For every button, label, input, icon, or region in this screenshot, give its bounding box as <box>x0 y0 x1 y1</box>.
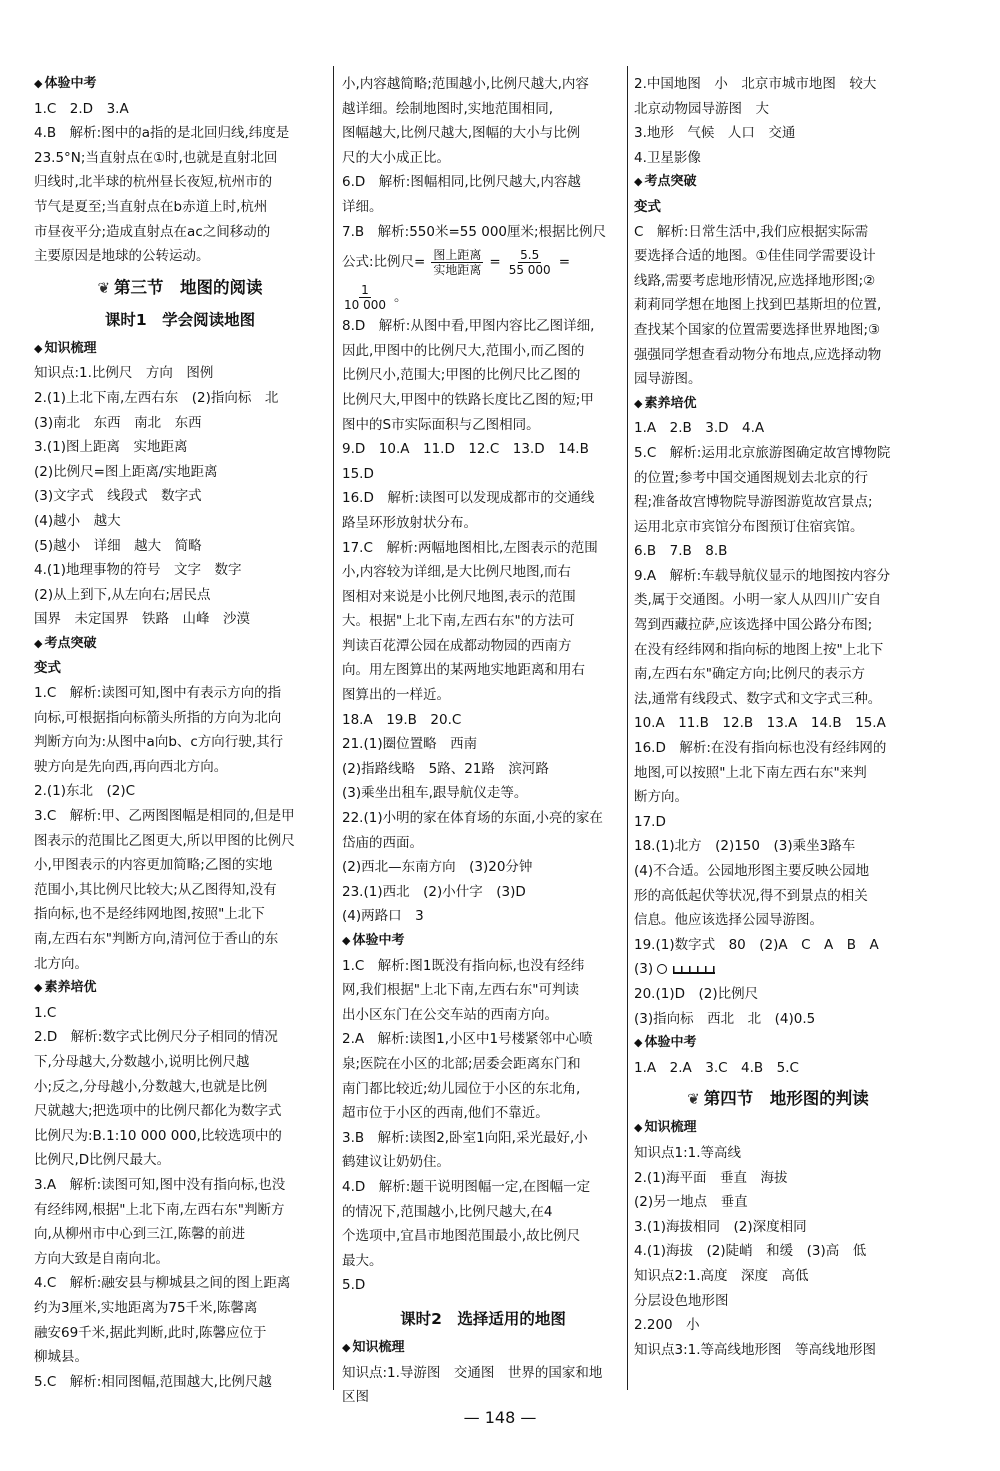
fraction: $\frac{\text{图上距离}}{\text{实地距离}}$ <box>433 247 482 277</box>
answer-line: (4)不合适。公园地形图主要反映公园地 <box>634 863 870 879</box>
section-head: ◆ 素养培优 <box>34 976 326 1001</box>
answer-line: (2)西北—东南方向 (3)20分钟 <box>342 859 533 876</box>
subhead: 变式 <box>634 198 661 215</box>
answer-line: 莉莉同学想在地图上找到巴基斯坦的位置, <box>634 297 882 314</box>
answer-line: 个选项中,宜昌市地图范围最小,故比例尺 <box>342 1228 581 1245</box>
answer-line: 知识点:1.比例尺 方向 图例 <box>34 365 214 382</box>
answer-line: 运用北京市宾馆分布图预订住宿宾馆。 <box>634 518 864 535</box>
answer-line: 3.A 解析:读图可知,图中没有指向标,也没 <box>34 1176 286 1193</box>
column-divider-2 <box>627 66 628 1390</box>
answer-line: 南,左西右东"判断方向,清河位于香山的东 <box>34 931 279 947</box>
answer-line: 岱庙的西面。 <box>342 834 423 851</box>
answer-line: 详细。 <box>342 198 383 215</box>
answer-line: 有经纬网,根据"上北下南,左西右东"判断方 <box>34 1201 285 1218</box>
subhead: 变式 <box>34 660 61 677</box>
answer-line: 3.(1)海拔相同 (2)深度相同 <box>634 1218 807 1235</box>
answer-line: 在没有经纬网和指向标的地图上按"上北下 <box>634 641 884 658</box>
answer-line: (4)两路口 3 <box>342 908 424 925</box>
answer-line: 形的高低起伏等状况,得不到景点的相关 <box>634 887 868 904</box>
answer-line: 法,通常有线段式、数字式和文字式三种。 <box>634 690 882 707</box>
section-head: ◆ 体验中考 <box>634 1031 922 1056</box>
answer-line: 16.D 解析:读图可以发现成都市的交通线 <box>342 490 595 507</box>
answer-line: 比例尺,D比例尺最大。 <box>34 1152 171 1169</box>
section-title: ❦ 第四节 地形图的判读 <box>687 1089 869 1109</box>
answer-line: C 解析:日常生活中,我们应根据实际需 <box>634 223 869 240</box>
answer-line: 4.D 解析:题干说明图幅一定,在图幅一定 <box>342 1178 591 1195</box>
answer-line: 5.C 解析:运用北京旅游图确定故宫博物院 <box>634 444 891 461</box>
answer-line: 3.地形 气候 人口 交通 <box>634 125 796 142</box>
answer-line-scale: (3) <box>634 957 922 982</box>
answer-line: (2)指路线略 5路、21路 滨河路 <box>342 760 549 777</box>
answer-line: 9.A 解析:车载导航仪显示的地图按内容分 <box>634 567 891 584</box>
answer-line: 判读百花潭公园在成都动物园的西南方 <box>342 637 572 654</box>
answer-line: 4.C 解析:融安县与柳城县之间的图上距离 <box>34 1275 291 1292</box>
answer-line: 20.(1)D (2)比例尺 <box>634 985 759 1002</box>
answer-line: (2)比例尺=图上距离/实地距离 <box>34 463 218 480</box>
answer-line: 1.C 2.D 3.A <box>34 100 129 117</box>
answer-line: 南门都比较近;幼儿园位于小区的东北角, <box>342 1080 581 1097</box>
answer-line: 21.(1)圈位置略 西南 <box>342 736 478 753</box>
answer-line: 1.C 解析:图1既没有指向标,也没有经纬 <box>342 957 585 974</box>
answer-line: 比例尺小,范围大;甲图的比例尺比乙图的 <box>342 367 581 384</box>
answer-line: 范围小,其比例尺比较大;从乙图得知,没有 <box>34 881 277 898</box>
answer-line: 4.(1)海拔 (2)陡峭 和缓 (3)高 低 <box>634 1243 867 1260</box>
answer-line: 驾到西藏拉萨,应该选择中国公路分布图; <box>634 617 873 634</box>
answer-line: 区图 <box>342 1389 369 1406</box>
answer-line: 3.C 解析:甲、乙两图图幅是相同的,但是甲 <box>34 808 295 825</box>
answer-line: 大。根据"上北下南,左西右东"的方法可 <box>342 613 575 630</box>
answer-line: 节气是夏至;当直射点在b赤道上时,杭州 <box>34 198 268 215</box>
answer-line: 18.A 19.B 20.C <box>342 711 462 728</box>
answer-line: (2)从上到下,从左向右;居民点 <box>34 586 211 603</box>
column-1 <box>34 72 326 1394</box>
answer-line: 9.D 10.A 11.D 12.C 13.D 14.B <box>342 441 589 458</box>
answer-line: 的情况下,范围越小,比例尺越大,在4 <box>342 1203 553 1220</box>
answer-line: 归线时,北半球的杭州昼长夜短,杭州市的 <box>34 174 273 191</box>
answer-line: 15.D <box>342 465 374 482</box>
lesson-title: 课时1 学会阅读地图 <box>104 310 256 329</box>
answer-line: 信息。他应该选择公园导游图。 <box>634 912 823 929</box>
answer-line: 主要原因是地球的公转运动。 <box>34 248 210 265</box>
answer-line: 2.200 小 <box>634 1317 700 1334</box>
section-title: ❦ 第三节 地图的阅读 <box>97 277 263 297</box>
answer-line: 18.(1)北方 (2)150 (3)乘坐3路车 <box>634 838 856 855</box>
answer-line: 柳城县。 <box>34 1349 88 1366</box>
leaf-icon: ❦ <box>97 278 111 297</box>
section-head: ◆ 考点突破 <box>634 170 922 195</box>
answer-line: 8.D 解析:从图中看,甲图内容比乙图详细, <box>342 318 595 335</box>
answer-line: (2)另一地点 垂直 <box>634 1194 748 1211</box>
answer-line: 小,内容越简略;范围越小,比例尺越大,内容 <box>342 76 589 92</box>
answer-line: 网,我们根据"上北下南,左西右东"可判读 <box>342 982 580 999</box>
answer-line: 出小区东门在公交车站的西南方向。 <box>342 1006 558 1023</box>
fraction: $\frac{5.5}{55 000}$ <box>508 247 551 277</box>
answer-line: 超市位于小区的西南,他们不靠近。 <box>342 1105 549 1122</box>
scale-formula-result: $\frac{1}{10 000}$ 。 <box>344 282 408 312</box>
answer-line: 22.(1)小明的家在体育场的东面,小亮的家在 <box>342 810 603 827</box>
line-scale-icon <box>673 964 715 974</box>
answer-line: 向标,可根据指向标箭头所指的方向为北向 <box>34 709 282 726</box>
answer-line: 5.C 解析:相同图幅,范围越大,比例尺越 <box>34 1373 272 1390</box>
answer-line: 市昼夜平分;造成直射点在ac之间移动的 <box>34 223 271 240</box>
answer-line: 强强同学想查看动物分布地点,应选择动物 <box>634 346 882 363</box>
answer-line: 图相对来说是小比例尺地图,表示的范围 <box>342 588 576 605</box>
answer-line: 16.D 解析:在没有指向标也没有经纬网的 <box>634 740 887 757</box>
answer-line: (5)越小 详细 越大 简略 <box>34 537 202 554</box>
answer-line: (3)指向标 西北 北 (4)0.5 <box>634 1010 816 1027</box>
answer-line: 南,左西右东"确定方向;比例尺的表示方 <box>634 666 866 683</box>
answer-line: (3)南北 东西 南北 东西 <box>34 414 202 431</box>
answer-line: 方向大致是自南向北。 <box>34 1250 169 1267</box>
answer-line: 地图,可以按照"上北下南左西右东"来判 <box>634 764 867 781</box>
answer-line: 比例尺大,甲图中的铁路长度比乙图的短;甲 <box>342 391 594 408</box>
answer-line: 23.(1)西北 (2)小什字 (3)D <box>342 883 526 900</box>
answer-line: 2.(1)东北 (2)C <box>34 783 136 800</box>
section-head: ◆ 知识梳理 <box>342 1336 624 1361</box>
answer-line: 知识点1:1.等高线 <box>634 1144 742 1161</box>
answer-line: 断方向。 <box>634 789 688 806</box>
answer-line: 1.A 2.B 3.D 4.A <box>634 420 765 437</box>
column-3 <box>634 72 922 1362</box>
answer-line: 图幅越大,比例尺越大,图幅的大小与比例 <box>342 125 581 142</box>
section-head: ◆ 知识梳理 <box>634 1116 922 1141</box>
answer-line: 融安69千米,据此判断,此时,陈馨应位于 <box>34 1324 267 1341</box>
section-head: ◆ 考点突破 <box>34 632 326 657</box>
answer-line: 下,分母越大,分数越小,说明比例尺越 <box>34 1053 250 1070</box>
answer-line: (3)乘坐出租车,跟导航仪走等。 <box>342 785 528 802</box>
answer-line: 园导游图。 <box>634 371 702 388</box>
answer-line: 向,从柳州市中心到三江,陈馨的前进 <box>34 1226 246 1243</box>
answer-line: 最大。 <box>342 1252 383 1269</box>
answer-line: 知识点3:1.等高线地形图 等高线地形图 <box>634 1341 877 1358</box>
answer-line: 判断方向为:从图中a向b、c方向行驶,其行 <box>34 734 284 751</box>
answer-line: 比例尺为:B.1:10 000 000,比较选项中的 <box>34 1127 282 1144</box>
answer-line: 6.B 7.B 8.B <box>634 543 728 560</box>
answer-line: (3)文字式 线段式 数字式 <box>34 488 202 505</box>
answer-line: 查找某个国家的位置需要选择世界地图;③ <box>634 321 881 338</box>
answer-line: 7.B 解析:550米=55 000厘米;根据比例尺 <box>342 223 607 240</box>
answer-line: 1.C 解析:读图可知,图中有表示方向的指 <box>34 685 282 702</box>
answer-line: 尺就越大;把选项中的比例尺都化为数字式 <box>34 1103 282 1120</box>
answer-line: 19.(1)数字式 80 (2)A C A B A <box>634 936 879 953</box>
scale-zero-icon <box>657 964 667 974</box>
leaf-icon: ❦ <box>687 1090 700 1109</box>
answer-line: 的位置;参考中国交通图规划去北京的行 <box>634 469 869 486</box>
answer-line: 图表示的范围比乙图更大,所以甲图的比例尺 <box>34 832 295 849</box>
answer-line: 泉;医院在小区的北部;居委会距离东门和 <box>342 1055 581 1072</box>
answer-line: 6.D 解析:图幅相同,比例尺越大,内容越 <box>342 174 581 191</box>
scale-formula: 公式:比例尺= $\frac{\text{图上距离}}{\text{实地距离}}$ = $\frac{5.5}{55 000}$ = <box>342 247 571 277</box>
fraction: $\frac{1}{10 000}$ <box>344 282 386 312</box>
lesson-title: 课时2 选择适用的地图 <box>400 1309 566 1328</box>
answer-line: 4.(1)地理事物的符号 文字 数字 <box>34 562 242 579</box>
answer-line: 图算出的一样近。 <box>342 687 450 704</box>
answer-line: 2.中国地图 小 北京市城市地图 较大 <box>634 76 877 92</box>
answer-line: 1.A 2.A 3.C 4.B 5.C <box>634 1059 799 1076</box>
answer-line: 越详细。绘制地图时,实地范围相同, <box>342 100 554 117</box>
answer-line: 指向标,也不是经纬网地图,按照"上北下 <box>34 906 265 923</box>
answer-line: 约为3厘米,实地距离为75千米,陈馨离 <box>34 1299 258 1316</box>
section-head: ◆ 素养培优 <box>634 392 922 417</box>
answer-line: 知识点2:1.高度 深度 高低 <box>634 1267 809 1284</box>
answer-line: 1.C <box>34 1004 57 1021</box>
answer-line: 向。用左图算出的某两地实地距离和用右 <box>342 662 585 679</box>
answer-line: 小,内容较为详细,是大比例尺地图,而右 <box>342 564 571 581</box>
answer-line: 5.D <box>342 1277 366 1294</box>
answer-line: 驶方向是先向西,再向西北方向。 <box>34 758 228 775</box>
answer-line: 2.(1)海平面 垂直 海拔 <box>634 1169 788 1186</box>
answer-line: 北京动物园导游图 大 <box>634 100 769 117</box>
answer-line: 17.C 解析:两幅地图相比,左图表示的范围 <box>342 539 598 556</box>
answer-line: 小;反之,分母越小,分数越大,也就是比例 <box>34 1078 268 1095</box>
answer-line: 鹤建议让奶奶住。 <box>342 1154 450 1171</box>
answer-line: (4)越小 越大 <box>34 512 121 529</box>
answer-line: 2.(1)上北下南,左西右东 (2)指向标 北 <box>34 389 279 406</box>
answer-line: 程;准备故宫博物院导游图游览故宫景点; <box>634 494 873 511</box>
answer-line: 国界 未定国界 铁路 山峰 沙漠 <box>34 611 250 628</box>
answer-line: 路呈环形放射状分布。 <box>342 514 477 531</box>
answer-line: 北方向。 <box>34 955 88 972</box>
answer-line: 3.B 解析:读图2,卧室1向阳,采光最好,小 <box>342 1129 588 1146</box>
answer-line: 3.(1)图上距离 实地距离 <box>34 439 188 456</box>
answer-line: 线路,需要考虑地形情况,应选择地形图;② <box>634 272 876 289</box>
column-divider-1 <box>333 66 334 1390</box>
answer-line: 2.A 解析:读图1,小区中1号楼紧邻中心喷 <box>342 1031 593 1048</box>
answer-line: 2.D 解析:数字式比例尺分子相同的情况 <box>34 1029 278 1046</box>
answer-line: 17.D <box>634 813 666 830</box>
section-head: ◆ 知识梳理 <box>34 337 326 362</box>
answer-line: 4.卫星影像 <box>634 149 701 166</box>
answer-line: 因此,甲图中的比例尺大,范围小,而乙图的 <box>342 342 585 359</box>
answer-line: 尺的大小成正比。 <box>342 149 450 166</box>
section-head: ◆ 体验中考 <box>342 929 624 954</box>
answer-line: 23.5°N;当直射点在①时,也就是直射北回 <box>34 149 278 166</box>
answer-line: 分层设色地形图 <box>634 1292 729 1309</box>
answer-line: 4.B 解析:图中的a指的是北回归线,纬度是 <box>34 125 290 142</box>
answer-line: 图中的S市实际面积与乙图相同。 <box>342 416 540 433</box>
answer-line: 要选择合适的地图。①佳佳同学需要设计 <box>634 248 876 265</box>
answer-line: 10.A 11.B 12.B 13.A 14.B 15.A <box>634 715 886 732</box>
answer-line: 小,甲图表示的内容更加简略;乙图的实地 <box>34 857 273 874</box>
page-number: — 148 — <box>463 1408 537 1427</box>
answer-line: 类,属于交通图。小明一家人从四川广安自 <box>634 592 882 609</box>
answer-line: 知识点:1.导游图 交通图 世界的国家和地 <box>342 1364 603 1381</box>
section-head: ◆ 体验中考 <box>34 72 326 97</box>
column-2 <box>342 72 624 1410</box>
